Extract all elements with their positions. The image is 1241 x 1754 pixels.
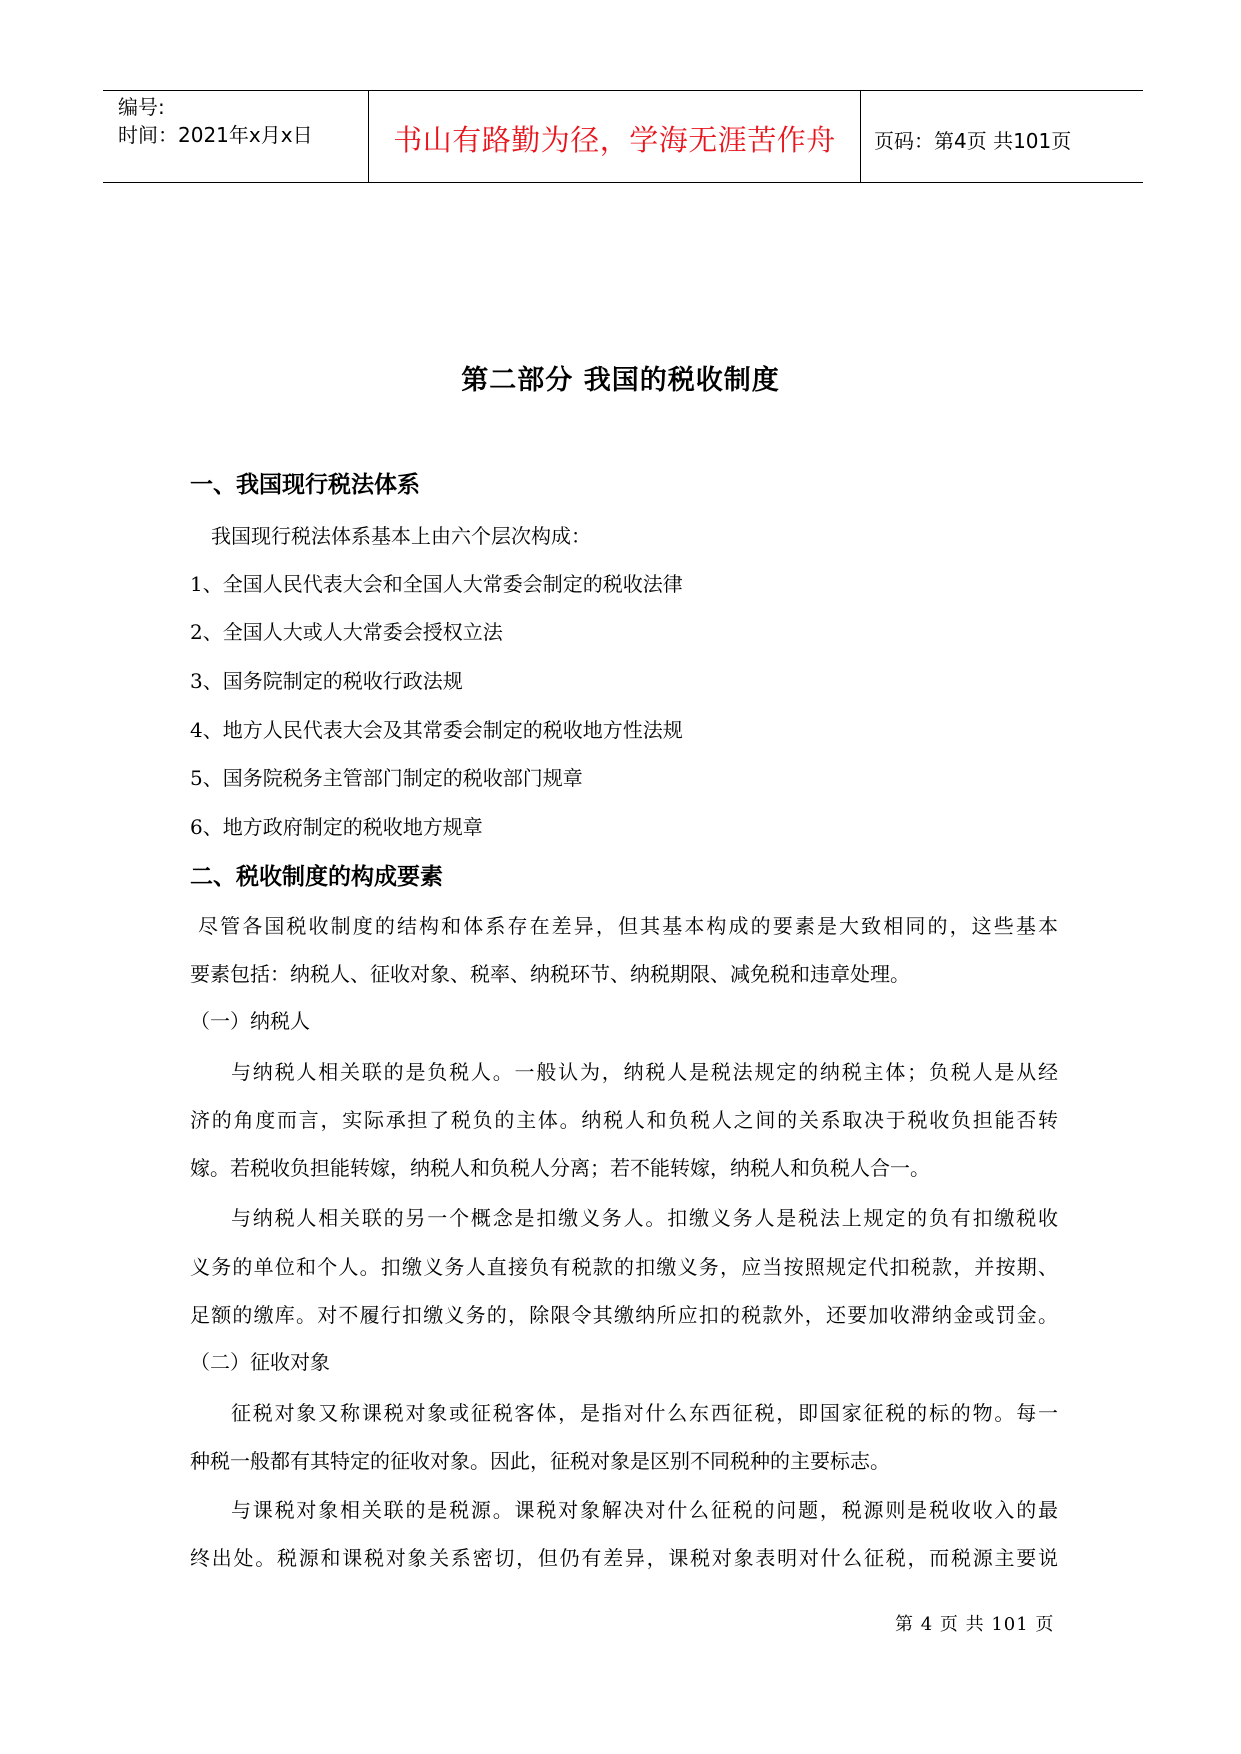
section1-intro: 我国现行税法体系基本上由六个层次构成： [211, 524, 591, 548]
header-meta [118, 93, 313, 149]
paragraph-line: 尽管各国税收制度的结构和体系存在差异，但其基本构成的要素是大致相同的，这些基本 [198, 914, 1058, 938]
header-motto: 书山有路勤为径，学海无涯苦作舟 [393, 123, 836, 157]
paragraph-line: 终出处。税源和课税对象关系密切，但仍有差异，课税对象表明对什么征税，而税源主要说 [190, 1546, 1058, 1570]
paragraph-line: 与纳税人相关联的另一个概念是扣缴义务人。扣缴义务人是税法上规定的负有扣缴税收 [231, 1206, 1058, 1230]
list-item: 4、地方人民代表大会及其常委会制定的税收地方性法规 [190, 718, 683, 742]
paragraph-line: 征税对象又称课税对象或征税客体，是指对什么东西征税，即国家征税的标的物。每一 [231, 1401, 1058, 1425]
paragraph-line: 种税一般都有其特定的征收对象。因此，征税对象是区别不同税种的主要标志。 [190, 1449, 890, 1473]
paragraph-line: 与课税对象相关联的是税源。课税对象解决对什么征税的问题，税源则是税收收入的最 [231, 1498, 1058, 1522]
subheading: （一）纳税人 [190, 1009, 310, 1033]
header-bottom-rule [103, 182, 1143, 183]
subheading: （二）征收对象 [190, 1350, 330, 1374]
time-label: 时间：2021年x月x日 [118, 123, 313, 147]
header-top-rule [103, 90, 1143, 91]
page-footer: 第 4 页 共 101 页 [895, 1614, 1055, 1635]
list-item: 6、地方政府制定的税收地方规章 [190, 815, 483, 839]
paragraph-line: 足额的缴库。对不履行扣缴义务的，除限令其缴纳所应扣的税款外，还要加收滞纳金或罚金。 [190, 1303, 1058, 1327]
list-item: 5、国务院税务主管部门制定的税收部门规章 [190, 766, 583, 790]
paragraph-line: 嫁。若税收负担能转嫁，纳税人和负税人分离；若不能转嫁，纳税人和负税人合一。 [190, 1156, 930, 1180]
header-divider-right [860, 90, 861, 183]
header-page-label: 页码：第4页 共101页 [874, 129, 1072, 153]
list-item: 3、国务院制定的税收行政法规 [190, 669, 463, 693]
list-item: 2、全国人大或人大常委会授权立法 [190, 620, 503, 644]
section-heading-1: 一、我国现行税法体系 [190, 472, 420, 498]
paragraph-line: 要素包括：纳税人、征收对象、税率、纳税环节、纳税期限、减免税和违章处理。 [190, 962, 910, 986]
paragraph-line: 济的角度而言，实际承担了税负的主体。纳税人和负税人之间的关系取决于税收负担能否转 [190, 1108, 1058, 1132]
paragraph-line: 与纳税人相关联的是负税人。一般认为，纳税人是税法规定的纳税主体；负税人是从经 [231, 1060, 1058, 1084]
section-heading-2: 二、税收制度的构成要素 [190, 864, 443, 890]
list-item: 1、全国人民代表大会和全国人大常委会制定的税收法律 [190, 572, 683, 596]
page-title: 第二部分 我国的税收制度 [461, 365, 780, 396]
serial-label: 编号: [118, 95, 165, 119]
paragraph-line: 义务的单位和个人。扣缴义务人直接负有税款的扣缴义务，应当按照规定代扣税款，并按期、 [190, 1255, 1058, 1279]
